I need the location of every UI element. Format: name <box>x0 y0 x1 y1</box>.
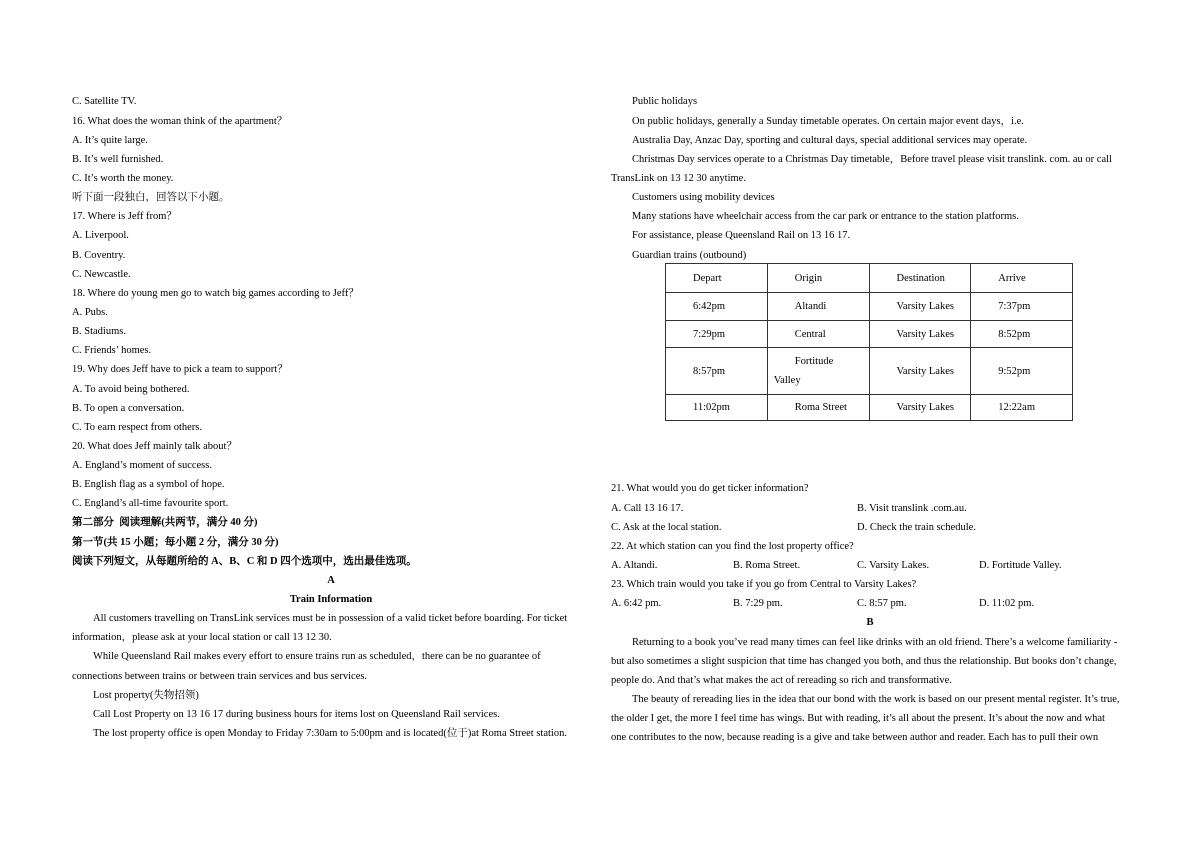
q22-options-row <box>611 556 1129 575</box>
q22-stem: 22. At which station can you find the lost property office? <box>611 540 854 552</box>
passage-b-p2-line-1: The beauty of rereading lies in the idea that our bond with the work is based on our present mental register. It’s true, <box>632 693 1120 705</box>
right-column-top <box>611 92 1129 264</box>
q19-option-b: B. To open a conversation. <box>72 402 185 414</box>
timetable-header-destination: Destination <box>869 264 971 293</box>
q23-option-b: B. 7:29 pm. <box>733 598 783 610</box>
passage-a-tickets-line-2: information，please ask at your local station or call 13 12 30. <box>72 632 332 644</box>
table-cell: Roma Street <box>767 395 869 421</box>
q22-option-b: B. Roma Street. <box>733 559 801 571</box>
q23-stem: 23. Which train would you take if you go from Central to Varsity Lakes? <box>611 579 917 591</box>
q15-option-c: C. Satellite TV. <box>72 96 137 108</box>
mobility-heading: Customers using mobility devices <box>632 192 775 204</box>
table-row <box>666 293 1073 321</box>
table-row <box>666 395 1073 421</box>
table-row <box>666 321 1073 348</box>
table-row <box>666 348 1073 395</box>
passage-a-tickets-line-1: All customers travelling on TransLink services must be in possession of a valid ticket before boarding. For ticket <box>93 613 568 625</box>
mobility-line-2: For assistance, please Queensland Rail on 13 16 17. <box>632 230 851 242</box>
timetable-header-arrive: Arrive <box>971 264 1073 293</box>
table-cell: Varsity Lakes <box>869 321 971 348</box>
left-column <box>72 92 590 743</box>
lost-property-line-2: The lost property office is open Monday to Friday 7:30am to 5:00pm and is located(位于)at Roma Street station. <box>93 728 567 740</box>
q23-option-c: C. 8:57 pm. <box>857 598 907 610</box>
public-holidays-line-2: Australia Day, Anzac Day, sporting and cultural days, special additional services may operate. <box>632 134 1028 146</box>
reading-section-heading: 第一节(共 15 小题；每小题 2 分，满分 30 分) <box>72 536 279 548</box>
q18-option-c: C. Friends’ homes. <box>72 345 152 357</box>
q16-option-c: C. It’s worth the money. <box>72 172 174 184</box>
q21-option-a: A. Call 13 16 17. <box>611 502 684 514</box>
q22-option-d: D. Fortitude Valley. <box>979 559 1062 571</box>
table-cell: 6:42pm <box>666 293 768 321</box>
passage-b-p2-line-2: the older I get, the more I feel time has wings. But with reading, it’s all about the present. It’s about the now and what <box>611 713 1105 725</box>
table-cell: Varsity Lakes <box>869 348 971 395</box>
q20-option-a: A. England’s moment of success. <box>72 460 212 472</box>
q16-option-b: B. It’s well furnished. <box>72 153 164 165</box>
q16-stem: 16. What does the woman think of the apartment？ <box>72 115 288 127</box>
q23-option-d: D. 11:02 pm. <box>979 598 1035 610</box>
timetable-header-row <box>666 264 1073 293</box>
table-cell: 8:57pm <box>666 348 768 395</box>
q23-option-a: A. 6:42 pm. <box>611 598 662 610</box>
table-cell: 12:22am <box>971 395 1073 421</box>
q21-options-row-1 <box>611 499 1129 518</box>
train-timetable <box>665 263 1073 421</box>
q22-option-a: A. Altandi. <box>611 559 658 571</box>
q20-option-b: B. English flag as a symbol of hope. <box>72 479 225 491</box>
table-cell: 7:29pm <box>666 321 768 348</box>
q17-option-a: A. Liverpool. <box>72 230 129 242</box>
q22-option-c: C. Varsity Lakes. <box>857 559 930 571</box>
q18-option-b: B. Stadiums. <box>72 326 126 338</box>
q18-stem: 18. Where do young men go to watch big games according to Jeff？ <box>72 287 359 299</box>
mobility-line-1: Many stations have wheelchair access from the car park or entrance to the station platforms. <box>632 211 1019 223</box>
lost-property-heading: Lost property(失物招领) <box>93 689 199 701</box>
passage-a-label: A <box>327 574 335 586</box>
q21-option-c: C. Ask at the local station. <box>611 521 722 533</box>
passage-b-label: B <box>866 617 874 629</box>
passage-b-p1-line-1: Returning to a book you’ve read many times can feel like drinks with an old friend. There’s a welcome familiarity - <box>632 636 1118 648</box>
q23-options-row <box>611 594 1129 613</box>
q20-stem: 20. What does Jeff mainly talk about？ <box>72 440 237 452</box>
table-cell: Altandi <box>767 293 869 321</box>
right-column-bottom <box>611 479 1129 747</box>
timetable-header-depart: Depart <box>666 264 768 293</box>
public-holidays-line-1: On public holidays, generally a Sunday timetable operates. On certain major event days，i.e. <box>632 115 1024 127</box>
reading-instruction: 阅读下列短文，从每题所给的 A、B、C 和 D 四个选项中，选出最佳选项。 <box>72 555 417 567</box>
reading-part-heading: 第二部分 阅读理解(共两节，满分 40 分) <box>72 517 258 529</box>
table-cell: 11:02pm <box>666 395 768 421</box>
q17-option-c: C. Newcastle. <box>72 268 131 280</box>
q19-option-a: A. To avoid being bothered. <box>72 383 190 395</box>
q17-option-b: B. Coventry. <box>72 249 126 261</box>
table-cell: Central <box>767 321 869 348</box>
lost-property-line-1: Call Lost Property on 13 16 17 during business hours for items lost on Queensland Rail services. <box>93 708 500 720</box>
passage-b-p1-line-2: but also sometimes a slight suspicion that time has changed you both, and thus the relationship. But books don’t change, <box>611 655 1117 667</box>
q21-option-d: D. Check the train schedule. <box>857 521 976 533</box>
q21-option-b: B. Visit translink .com.au. <box>857 502 967 514</box>
q17-stem: 17. Where is Jeff from？ <box>72 211 177 223</box>
passage-a-title: Train Information <box>289 594 373 606</box>
table-cell: Fortitude Valley <box>767 348 869 395</box>
passage-a-schedule-line-1: While Queensland Rail makes every effort to ensure trains run as scheduled，there can be no guarantee of <box>93 651 541 663</box>
monologue-instruction: 听下面一段独白，回答以下小题。 <box>72 192 230 204</box>
table-cell: 9:52pm <box>971 348 1073 395</box>
q19-option-c: C. To earn respect from others. <box>72 421 202 433</box>
table-cell: Varsity Lakes <box>869 395 971 421</box>
table-cell: 7:37pm <box>971 293 1073 321</box>
q20-option-c: C. England’s all-time favourite sport. <box>72 498 229 510</box>
table-cell: 8:52pm <box>971 321 1073 348</box>
q21-stem: 21. What would you do get ticker information? <box>611 483 809 495</box>
public-holidays-line-3: Christmas Day services operate to a Christmas Day timetable，Before travel please visit translink. com. au or call <box>632 153 1112 165</box>
passage-b-p2-line-3: one contributes to the now, because reading is a give and take between author and reader. Each has to pull their own <box>611 732 1099 744</box>
table-cell: Varsity Lakes <box>869 293 971 321</box>
q18-option-a: A. Pubs. <box>72 306 108 318</box>
q21-options-row-2 <box>611 518 1129 537</box>
passage-b-p1-line-3: people do. And that’s what makes the act of rereading so rich and transformative. <box>611 674 952 686</box>
passage-a-schedule-line-2: connections between trains or between train services and bus services. <box>72 670 368 682</box>
q19-stem: 19. Why does Jeff have to pick a team to support？ <box>72 364 288 376</box>
timetable-header-origin: Origin <box>767 264 869 293</box>
timetable-caption: Guardian trains (outbound) <box>632 249 747 261</box>
public-holidays-line-4: TransLink on 13 12 30 anytime. <box>611 172 746 184</box>
q16-option-a: A. It’s quite large. <box>72 134 148 146</box>
public-holidays-heading: Public holidays <box>632 96 698 108</box>
